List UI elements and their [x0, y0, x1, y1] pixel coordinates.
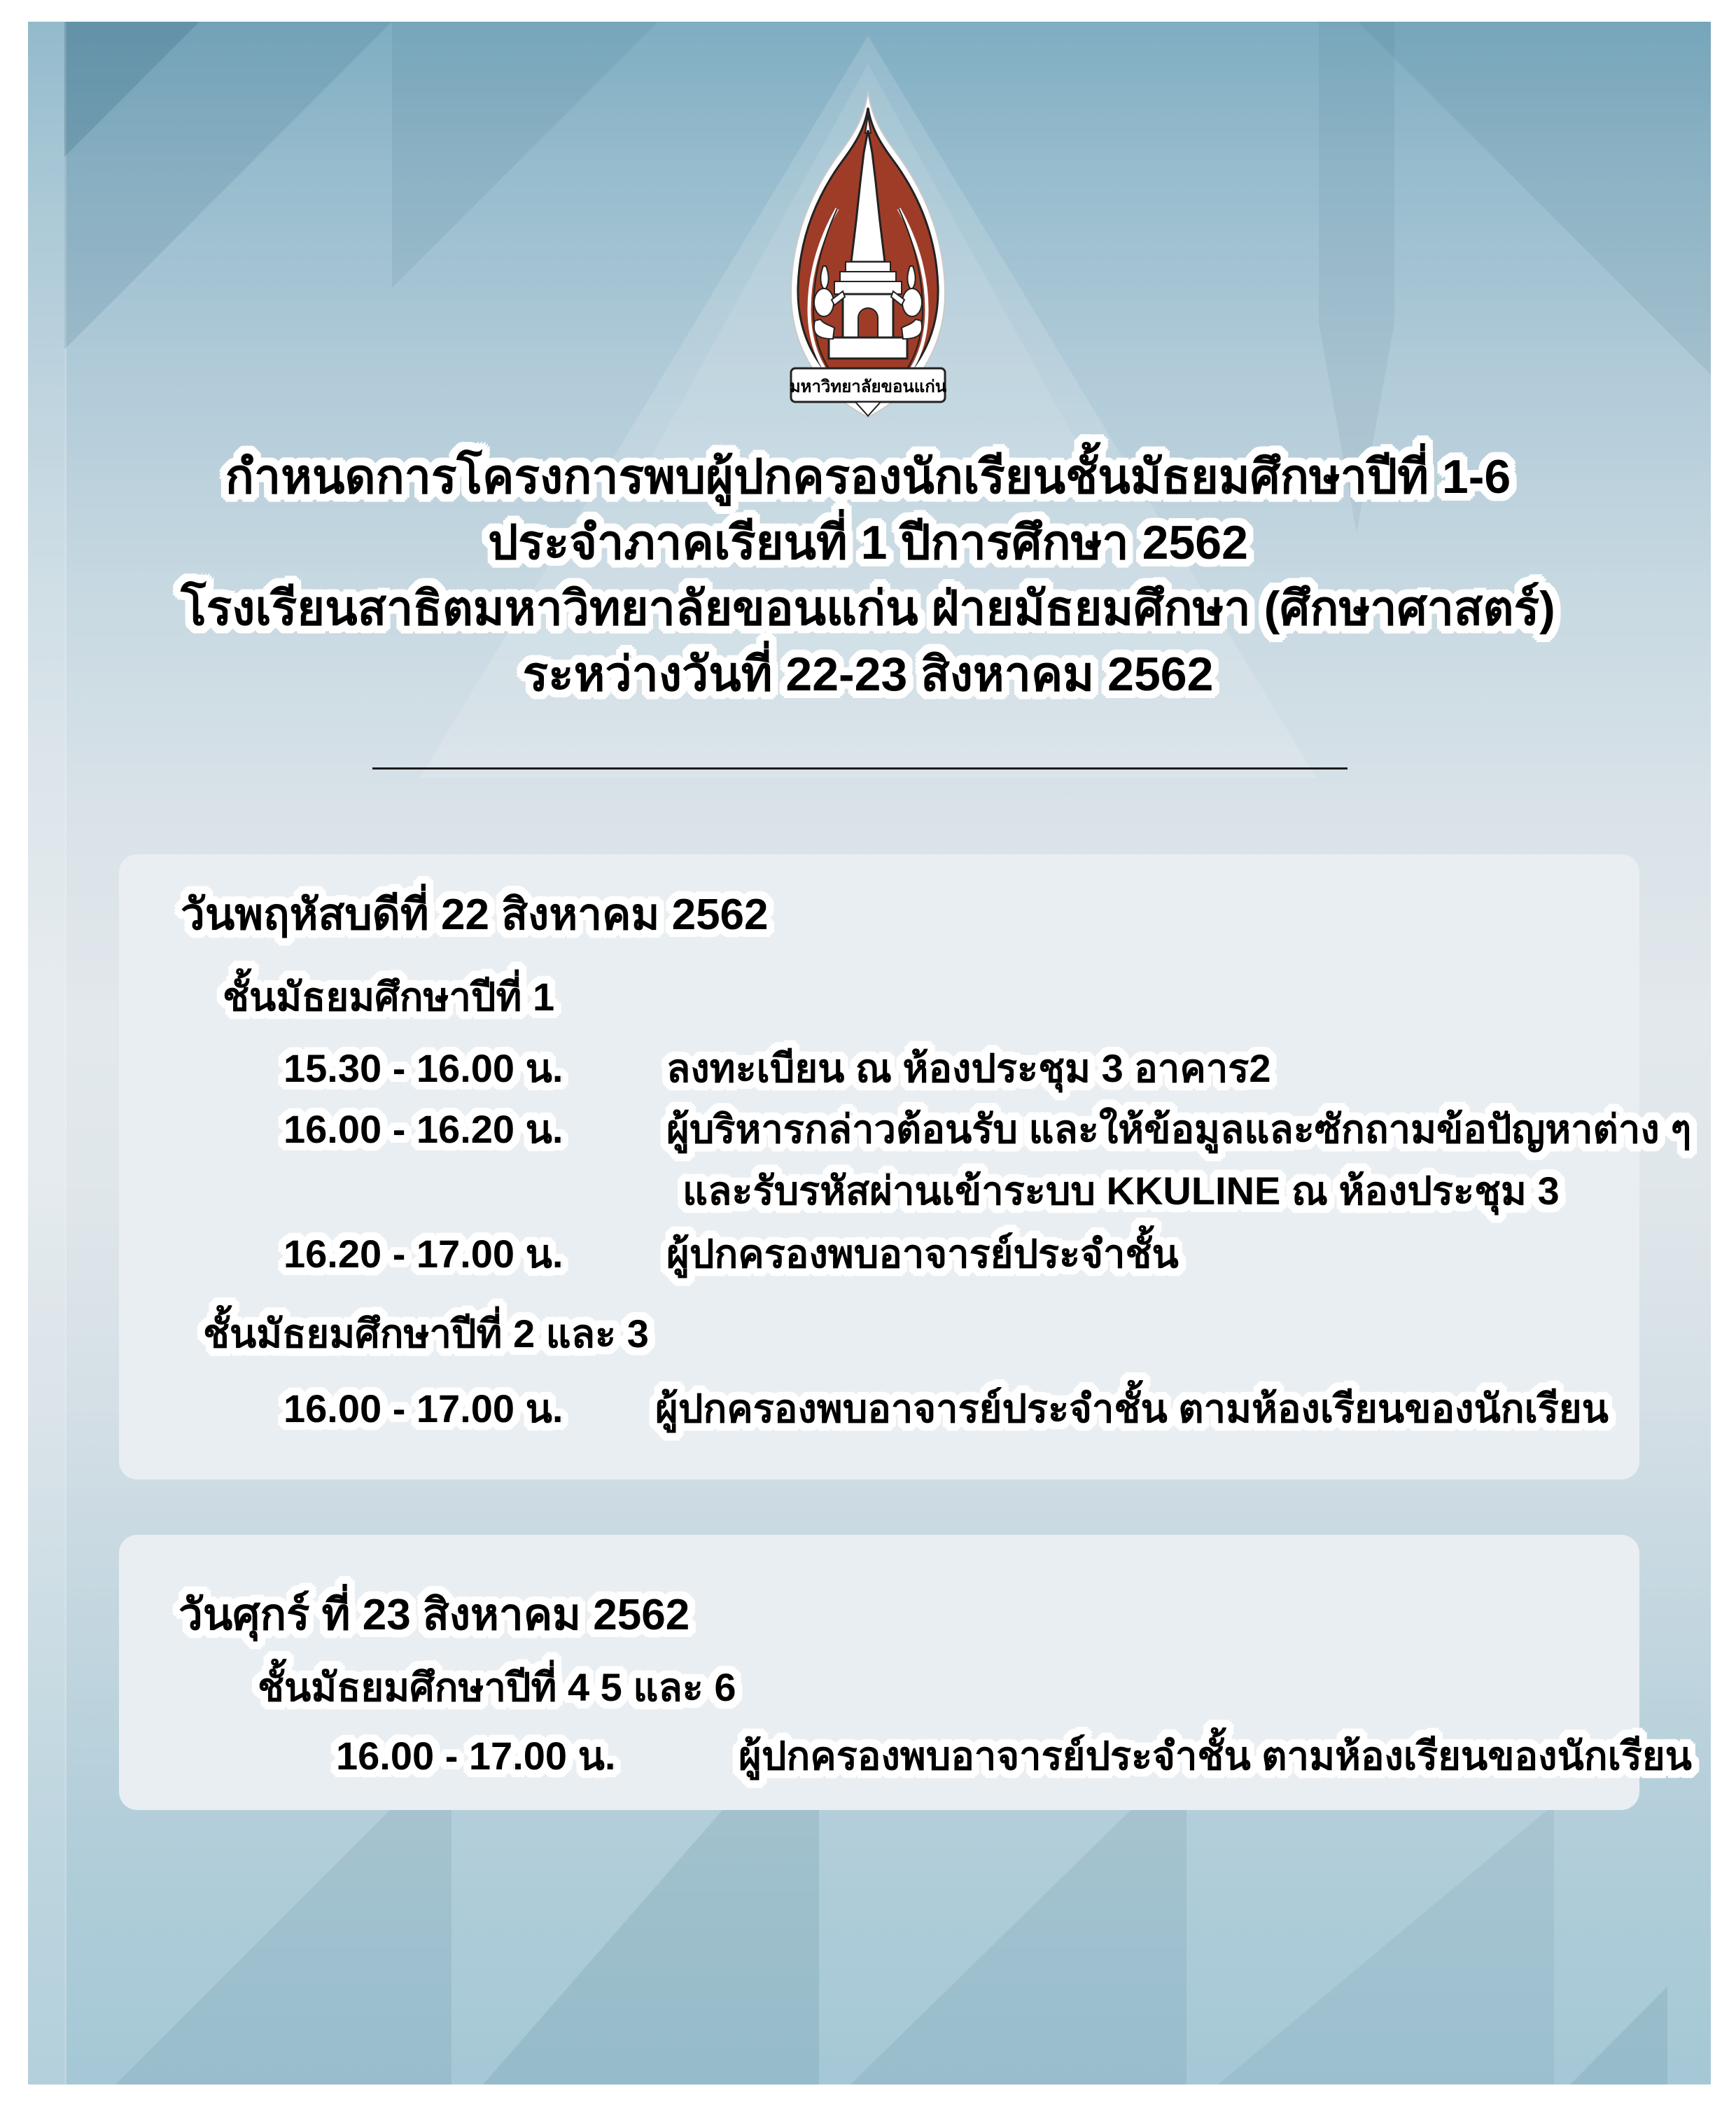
row-desc: ผู้ปกครองพบอาจารย์ประจำชั้น ตามห้องเรียนของนักเรียน	[655, 1386, 1609, 1431]
row-time: 16.00 - 17.00 น.	[284, 1386, 564, 1431]
title-line-1: กำหนดการโครงการพบผู้ปกครองนักเรียนชั้นมัธยมศึกษาปีที่ 1-6	[225, 450, 1511, 503]
day1-section1-label: ชั้นมัธยมศึกษาปีที่ 1	[223, 975, 555, 1019]
day2-heading: วันศุกร์ ที่ 23 สิงหาคม 2562	[178, 1591, 690, 1639]
schedule-card-day1	[119, 854, 1692, 1480]
logo-banner-text: มหาวิทยาลัยขอนแก่น	[789, 378, 947, 396]
row-desc: ลงทะเบียน ณ ห้องประชุม 3 อาคาร2	[666, 1046, 1271, 1090]
title-block	[0, 444, 1736, 707]
schedule-card-day2	[119, 1535, 1692, 1810]
kku-seal-icon	[756, 90, 980, 419]
row-time: 16.20 - 17.00 น.	[284, 1232, 564, 1276]
title-line-4: ระหว่างวันที่ 22-23 สิงหาคม 2562	[522, 648, 1214, 701]
row-time: 16.00 - 16.20 น.	[284, 1107, 564, 1151]
day1-section2-label: ชั้นมัธยมศึกษาปีที่ 2 และ 3	[203, 1311, 649, 1356]
row-desc: ผู้ปกครองพบอาจารย์ประจำชั้น	[666, 1232, 1179, 1276]
row-desc: ผู้ปกครองพบอาจารย์ประจำชั้น ตามห้องเรียนของนักเรียน	[738, 1734, 1692, 1778]
day2-section1-label: ชั้นมัธยมศึกษาปีที่ 4 5 และ 6	[258, 1665, 736, 1709]
row-time: 16.00 - 17.00 น.	[336, 1734, 616, 1778]
day1-heading: วันพฤหัสบดีที่ 22 สิงหาคม 2562	[181, 891, 769, 939]
row-desc-wrap: และรับรหัสผ่านเข้าระบบ KKULINE ณ ห้องประชุม 3	[682, 1169, 1560, 1213]
title-line-3: โรงเรียนสาธิตมหาวิทยาลัยขอนแก่น ฝ่ายมัธยมศึกษา (ศึกษาศาสตร์)	[181, 582, 1555, 635]
title-line-2: ประจำภาคเรียนที่ 1 ปีการศึกษา 2562	[488, 516, 1248, 569]
title-divider	[372, 767, 1348, 770]
kku-logo	[756, 90, 980, 419]
row-time: 15.30 - 16.00 น.	[284, 1046, 564, 1090]
row-desc: ผู้บริหารกล่าวต้อนรับ และให้ข้อมูลและซักถามข้อปัญหาต่าง ๆ	[666, 1107, 1692, 1151]
